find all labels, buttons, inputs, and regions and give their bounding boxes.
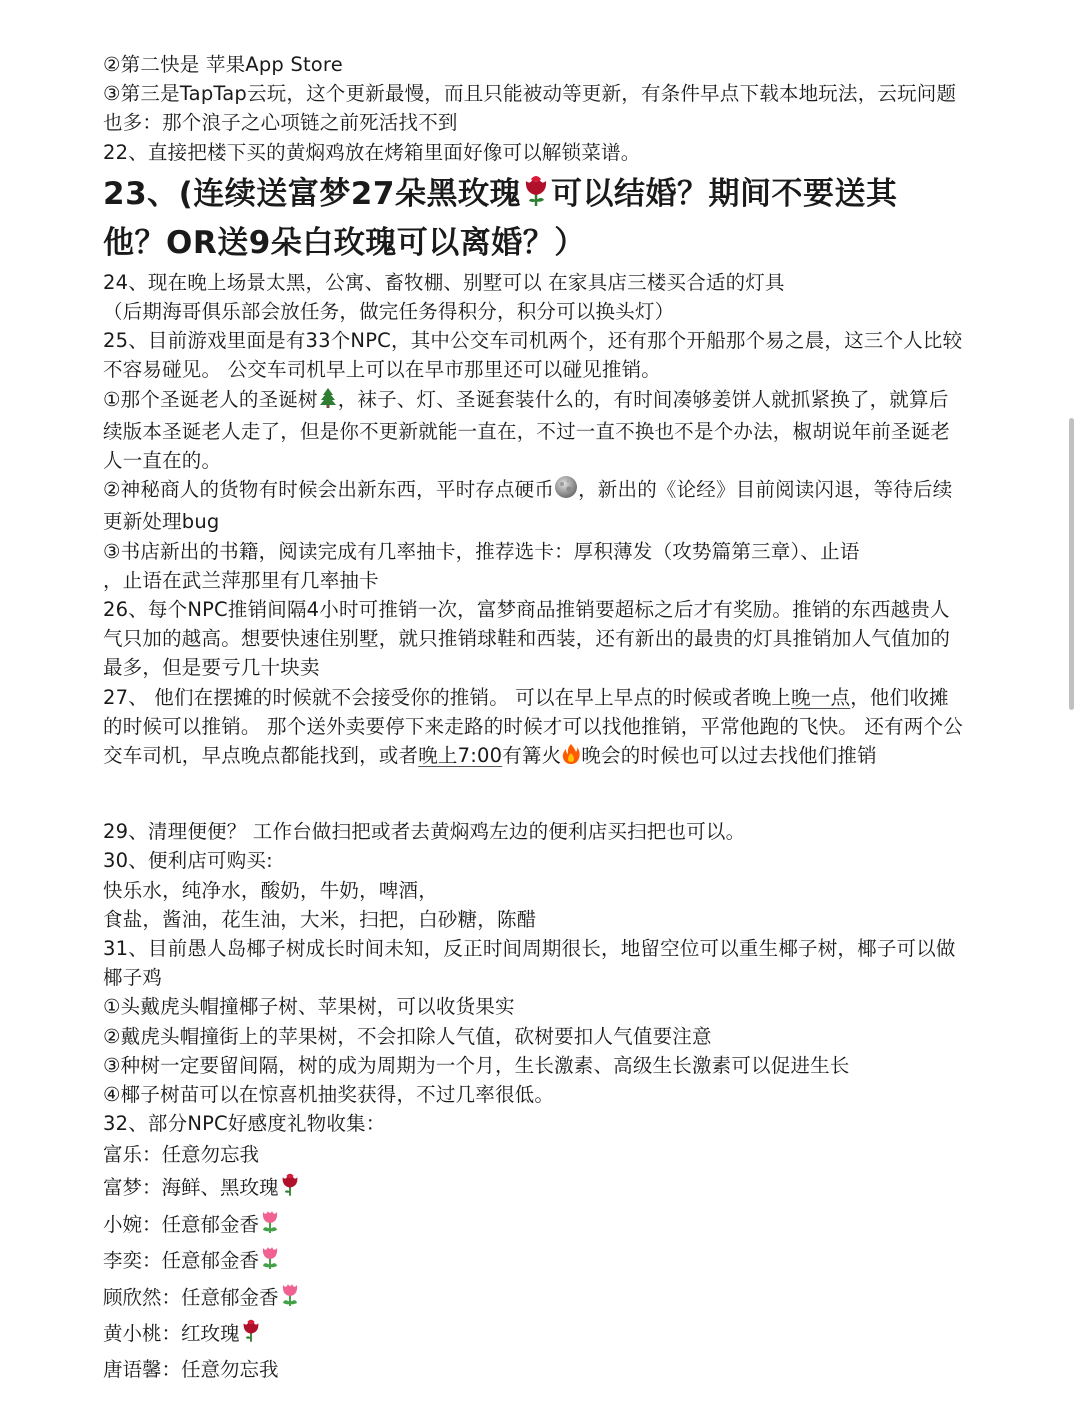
- text-line: 气只加的越高。想要快速住别墅，就只推销球鞋和西装，还有新出的最贵的灯具推销加人气值加的: [103, 627, 951, 651]
- text-line: 也多：那个浪子之心项链之前死活找不到: [103, 111, 458, 135]
- spacer: [103, 773, 983, 817]
- text-line: ，止语在武兰萍那里有几率抽卡: [103, 568, 379, 592]
- document-body: [103, 50, 983, 1387]
- text-line: 快乐水，纯净水，酸奶，牛奶，啤酒，: [103, 878, 438, 902]
- tulip-icon: [279, 1281, 301, 1318]
- text-line: ②戴虎头帽撞街上的苹果树，不会扣除人气值，砍树要扣人气值要注意: [103, 1024, 712, 1048]
- text-span: ②神秘商人的货物有时候会出新东西，平时存点硬币: [103, 478, 555, 502]
- rose-icon: [521, 173, 551, 220]
- christmas-tree-icon: [318, 387, 338, 417]
- text-line: 椰子鸡: [103, 966, 163, 990]
- section-29-32: [103, 817, 983, 1138]
- gift-item: [103, 1208, 983, 1245]
- text-line: ②第二快是 苹果App Store: [103, 53, 343, 76]
- tulip-icon: [259, 1208, 281, 1245]
- gift-item: [103, 1317, 983, 1354]
- text-line: 29、清理便便？ 工作台做扫把或者去黄焖鸡左边的便利店买扫把也可以。: [103, 820, 746, 844]
- heading-text: 可以结婚？期间不要送其: [550, 175, 898, 212]
- text-line: 不容易碰见。 公交车司机早上可以在早市那里还可以碰见推销。: [103, 358, 661, 382]
- text-line: ③书店新出的书籍，阅读完成有几率抽卡，推荐选卡：厚积薄发（攻势篇第三章）、止语: [103, 539, 860, 563]
- text-line: 最多，但是要亏几十块卖: [103, 656, 320, 680]
- text-span: ，他们收摊: [850, 685, 949, 709]
- gift-text: 富乐：任意勿忘我: [103, 1142, 260, 1166]
- text-line: 24、现在晚上场景太黑，公寓、畜牧棚、别墅可以 在家具店三楼买合适的灯具: [103, 270, 785, 294]
- text-line: 续版本圣诞老人走了，但是你不更新就能一直在，不过一直不换也不是个办法，椒胡说年前圣诞老: [103, 419, 951, 443]
- text-span: 晚会的时候也可以过去找他们推销: [581, 744, 877, 768]
- heading-23: [103, 171, 983, 266]
- text-line: （后期海哥俱乐部会放任务，做完任务得积分，积分可以换头灯）: [103, 300, 675, 324]
- scrollbar-thumb[interactable]: [1069, 418, 1074, 710]
- gift-list: [103, 1139, 983, 1387]
- gift-text: 顾欣然：任意郁金香: [103, 1285, 279, 1309]
- gift-item: [103, 1139, 983, 1172]
- heading-line-2: 他？OR送9朵白玫瑰可以离婚？）: [103, 224, 586, 261]
- rose-icon: [279, 1171, 301, 1208]
- fire-icon: [561, 743, 581, 773]
- item-27: [103, 683, 983, 774]
- text-line: ①头戴虎头帽撞椰子树、苹果树，可以收货果实: [103, 995, 515, 1019]
- text-line: 25、目前游戏里面是有33个NPC，其中公交车司机两个，还有那个开船那个易之晨，这三个人比较: [103, 329, 963, 353]
- text-span: 有篝火: [502, 744, 562, 768]
- gift-item: [103, 1171, 983, 1208]
- section-24-25: [103, 268, 983, 385]
- heading-text: 23、(连续送富梦27朵黑玫瑰: [103, 175, 521, 212]
- text-span: ，袜子、灯、圣诞套装什么的，有时间凑够姜饼人就抓紧换了，就算后: [337, 387, 949, 411]
- gift-text: 富梦：海鲜、黑玫瑰: [103, 1176, 279, 1200]
- gift-item: [103, 1354, 983, 1387]
- gift-item: [103, 1244, 983, 1281]
- text-line: 22、直接把楼下买的黄焖鸡放在烤箱里面好像可以解锁菜谱。: [103, 140, 641, 164]
- text-span: 27、 他们在摆摊的时候就不会接受你的推销。 可以在早上早点的时候或者晚上: [103, 685, 792, 709]
- text-line: 的时候可以推销。 那个送外卖要停下来走路的时候才可以找他推销，平常他跑的飞快。 还有两个公: [103, 714, 963, 738]
- text-line: 人一直在的。: [103, 449, 222, 473]
- text-line: [103, 683, 983, 712]
- gift-text: 黄小桃：红玫瑰: [103, 1322, 240, 1346]
- text-line: [103, 475, 983, 507]
- text-span: 交车司机，早点晚点都能找到，或者: [103, 744, 419, 768]
- text-line: 食盐，酱油，花生油，大米，扫把，白砂糖，陈醋: [103, 907, 537, 931]
- text-line: ③第三是TapTap云玩，这个更新最慢，而且只能被动等更新，有条件早点下载本地玩法，云玩问题: [103, 82, 957, 106]
- text-line: ④椰子树苗可以在惊喜机抽奖获得，不过几率很低。: [103, 1083, 555, 1107]
- rose-icon: [240, 1317, 262, 1354]
- gift-text: 小婉：任意郁金香: [103, 1212, 260, 1236]
- text-span: ①那个圣诞老人的圣诞树: [103, 387, 318, 411]
- text-line: ③种树一定要留间隔，树的成为周期为一个月，生长激素、高级生长激素可以促进生长: [103, 1053, 850, 1077]
- text-line: [103, 385, 983, 417]
- section-top: [103, 50, 983, 167]
- text-line: 31、目前愚人岛椰子树成长时间未知，反正时间周期很长，地留空位可以重生椰子树，椰子可以做: [103, 937, 956, 961]
- text-span: ，新出的《论经》目前阅读闪退，等待后续: [578, 478, 953, 502]
- text-line: 更新处理bug: [103, 510, 220, 534]
- text-line: [103, 741, 983, 773]
- text-line: 30、便利店可购买:: [103, 849, 273, 873]
- tulip-icon: [259, 1244, 281, 1281]
- coin-moon-icon: [554, 475, 578, 507]
- gift-item: [103, 1281, 983, 1318]
- text-line: 32、部分NPC好感度礼物收集：: [103, 1112, 386, 1136]
- text-line: 26、每个NPC推销间隔4小时可推销一次，富梦商品推销要超标之后才有奖励。推销的东西越贵人: [103, 598, 950, 622]
- gift-text: 唐语馨：任意勿忘我: [103, 1358, 279, 1382]
- gift-text: 李奕：任意郁金香: [103, 1249, 260, 1273]
- underlined-text: 晚一点: [791, 685, 851, 709]
- underlined-text: 晚上7:00: [418, 744, 503, 768]
- heading-line-1: [103, 171, 983, 220]
- section-after-coin: [103, 507, 983, 682]
